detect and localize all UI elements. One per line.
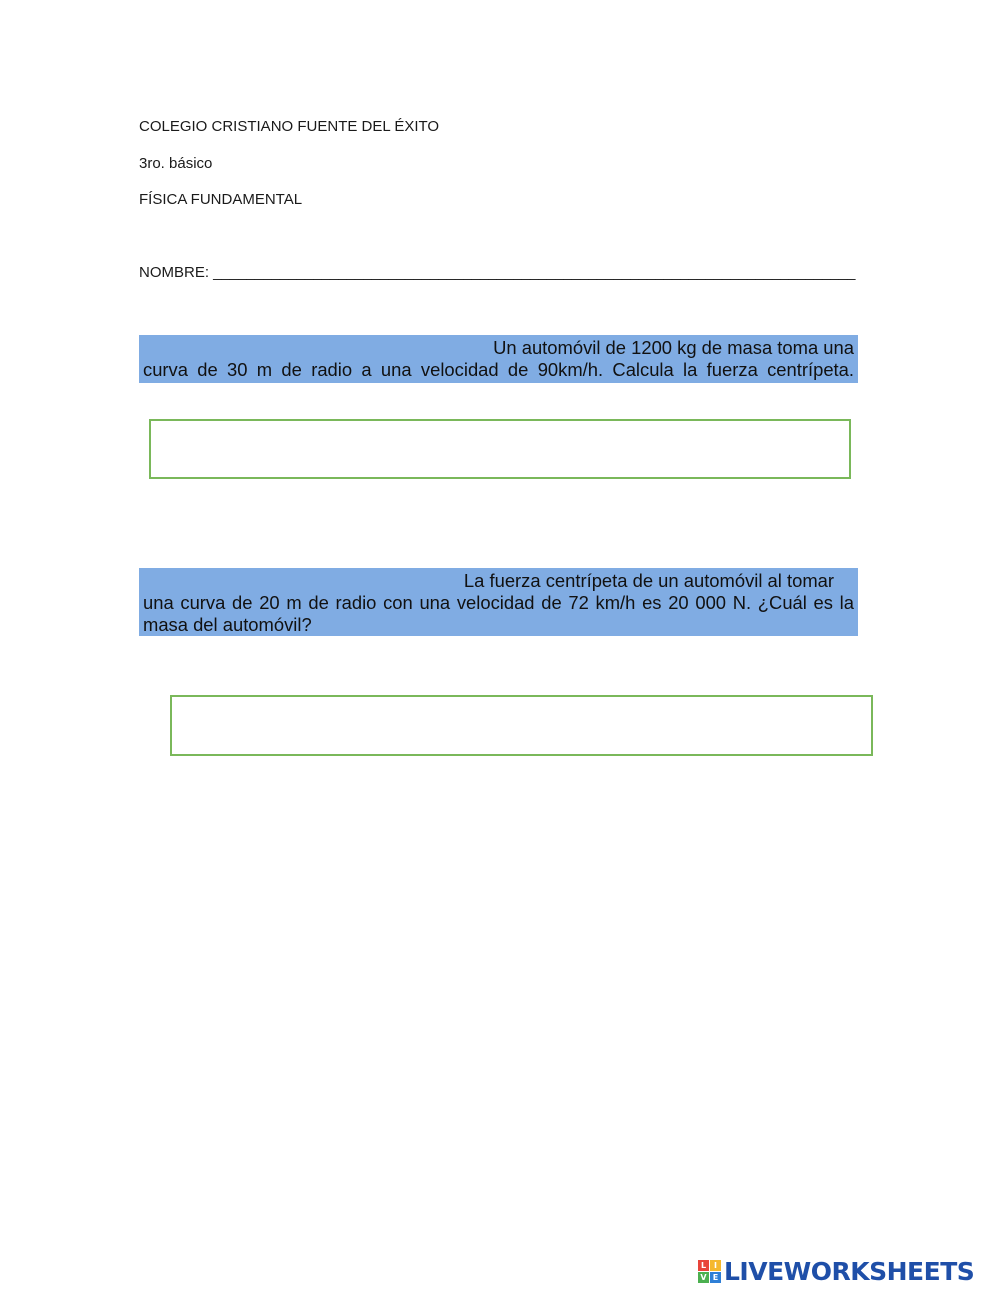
question-2 (139, 568, 858, 636)
logo-block-i: I (710, 1260, 721, 1271)
name-line: NOMBRE: _____________________________________________________________________________ (139, 264, 856, 281)
question-2-line-3: masa del automóvil? (143, 614, 312, 635)
logo-block-e: E (710, 1272, 721, 1283)
question-2-line-1: La fuerza centrípeta de un automóvil al tomar (463, 570, 834, 591)
question-2-line-2: una curva de 20 m de radio con una velocidad de 72 km/h es 20 000 N. ¿Cuál es la (143, 592, 854, 613)
subject-label: FÍSICA FUNDAMENTAL (139, 191, 303, 208)
school-name: COLEGIO CRISTIANO FUENTE DEL ÉXITO (139, 118, 440, 135)
question-1-line-2: curva de 30 m de radio a una velocidad de 90km/h. Calcula la fuerza centrípeta. (143, 359, 854, 380)
logo-block-l: L (698, 1260, 709, 1271)
question-1 (139, 335, 858, 383)
logo-text: LIVEWORKSHEETS (724, 1256, 975, 1286)
logo-block-v: V (698, 1272, 709, 1283)
liveworksheets-logo[interactable] (698, 1258, 974, 1284)
grade-label: 3ro. básico (139, 155, 213, 172)
question-1-line-1: Un automóvil de 1200 kg de masa toma una (493, 337, 854, 358)
answer-input-1[interactable] (149, 419, 851, 479)
logo-blocks-icon (698, 1260, 721, 1283)
answer-input-2[interactable] (170, 695, 873, 756)
